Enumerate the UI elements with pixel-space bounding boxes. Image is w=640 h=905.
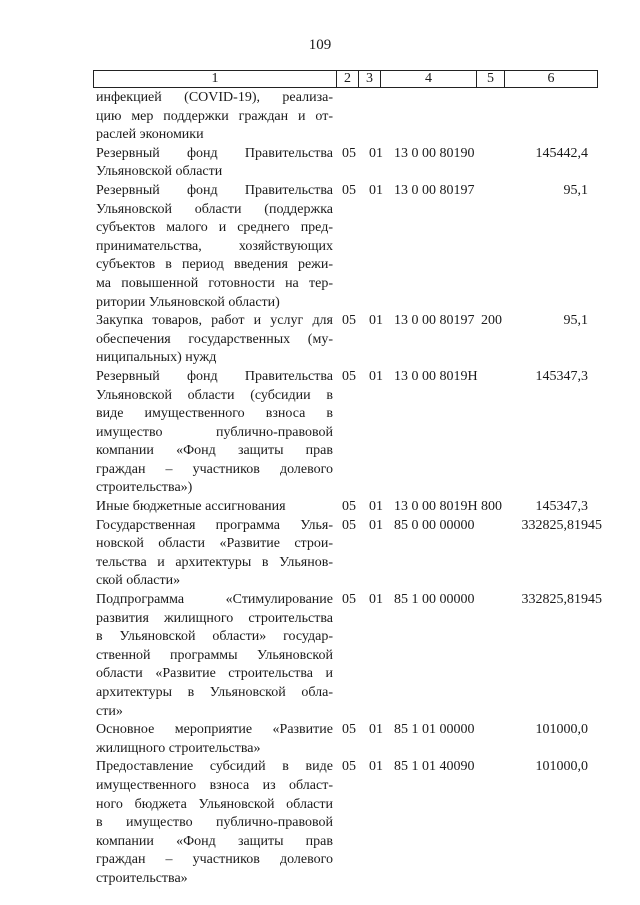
row-name-line: ниципальных) нужд <box>96 350 217 366</box>
row-name-line: Ульяновской области (поддержка <box>96 201 333 217</box>
row-name-line: граждан – участников долевого <box>96 852 333 868</box>
header-col-6: 6 <box>504 71 597 87</box>
row-name-line: компании «Фонд защиты прав <box>96 443 333 459</box>
table-row <box>96 721 616 758</box>
row-c4-cell: 85 0 00 00000 <box>394 517 475 533</box>
row-name-line: граждан – участников долевого <box>96 461 333 477</box>
row-c5-cell: 200 <box>481 313 502 329</box>
row-name-cell <box>96 591 333 721</box>
row-name-line: ма повышенной готовности на тер- <box>96 275 333 291</box>
row-name-line: строительства») <box>96 480 193 496</box>
row-c6-cell: 332825,81945 <box>521 592 602 608</box>
row-name-cell <box>96 182 333 312</box>
table-header <box>93 70 598 88</box>
row-name-line: ственной программы Ульяновской <box>96 647 333 663</box>
table-row <box>96 145 616 182</box>
row-name-line: Резервный фонд Правительства <box>96 182 333 198</box>
row-name-cell <box>96 312 333 368</box>
row-c6-cell: 145442,4 <box>535 145 588 161</box>
row-name-line: имущественного взноса из област- <box>96 777 333 793</box>
row-name-line: субъектов малого и среднего пред- <box>96 220 333 236</box>
row-name-cell <box>96 89 333 145</box>
row-name-line: имущество публично-правовой <box>96 424 333 440</box>
row-name-cell <box>96 368 333 498</box>
row-name-line: инфекцией (COVID-19), реализа- <box>96 90 333 105</box>
table-body <box>96 89 616 889</box>
row-name-line: в Ульяновской области» государ- <box>96 629 333 645</box>
header-col-1: 1 <box>211 71 219 86</box>
row-name-line: ритории Ульяновской области) <box>96 294 280 310</box>
row-name-line: развития жилищного строительства <box>96 610 333 626</box>
row-name-line: Предоставление субсидий в виде <box>96 759 333 775</box>
row-c2-cell: 05 <box>342 145 356 161</box>
row-name-line: ской области» <box>96 573 181 589</box>
row-name-line: компании «Фонд защиты прав <box>96 833 333 849</box>
row-name-line: ного бюджета Ульяновской области <box>96 796 333 812</box>
header-col-3: 3 <box>358 71 380 87</box>
table-row <box>96 517 616 591</box>
row-name-line: Резервный фонд Правительства <box>96 145 333 161</box>
row-c3-cell: 01 <box>369 759 383 775</box>
row-c4-cell: 13 0 00 80197 <box>394 313 475 329</box>
row-name-line: области «Развитие строительства и <box>96 666 333 682</box>
row-name-cell <box>96 498 333 517</box>
row-name-line: в имущество публично-правовой <box>96 815 333 831</box>
row-c2-cell: 05 <box>342 759 356 775</box>
row-c4-cell: 13 0 00 8019Н <box>394 368 478 384</box>
row-c6-cell: 145347,3 <box>535 368 588 384</box>
table-row <box>96 591 616 721</box>
row-c6-cell: 95,1 <box>563 313 588 329</box>
row-c2-cell: 05 <box>342 592 356 608</box>
row-name-cell <box>96 145 333 182</box>
row-name-line: Подпрограмма «Стимулирование <box>96 592 333 608</box>
row-c4-cell: 13 0 00 80190 <box>394 145 475 161</box>
row-name-line: строительства» <box>96 870 188 886</box>
row-c6-cell: 145347,3 <box>535 499 588 515</box>
row-c2-cell: 05 <box>342 368 356 384</box>
row-c6-cell: 95,1 <box>563 182 588 198</box>
row-c6-cell: 332825,81945 <box>521 517 602 533</box>
row-c3-cell: 01 <box>369 517 383 533</box>
row-name-line: Ульяновской области <box>96 164 223 180</box>
row-name-line: Закупка товаров, работ и услуг для <box>96 313 333 329</box>
row-name-line: виде имущественного взноса в <box>96 406 333 422</box>
row-name-line: принимательства, хозяйствующих <box>96 238 333 254</box>
header-col-4: 4 <box>380 71 476 87</box>
row-name-line: раслей экономики <box>96 127 204 143</box>
row-c6-cell: 101000,0 <box>535 759 588 775</box>
row-c5-cell: 800 <box>481 499 502 515</box>
table-row <box>96 182 616 312</box>
row-name-line: Основное мероприятие «Развитие <box>96 722 333 738</box>
table-row <box>96 498 616 517</box>
row-name-line: Ульяновской области (субсидии в <box>96 387 333 403</box>
row-name-line: жилищного строительства» <box>96 740 261 756</box>
row-name-cell <box>96 758 333 888</box>
row-c4-cell: 85 1 01 00000 <box>394 722 475 738</box>
row-name-line: Иные бюджетные ассигнования <box>96 499 286 515</box>
row-c3-cell: 01 <box>369 313 383 329</box>
table-row <box>96 89 616 145</box>
table-row <box>96 312 616 368</box>
header-col-5: 5 <box>476 71 504 87</box>
row-name-line: Государственная программа Улья- <box>96 517 333 533</box>
row-name-line: Резервный фонд Правительства <box>96 368 333 384</box>
row-c4-cell: 85 1 01 40090 <box>394 759 475 775</box>
row-name-line: цию мер поддержки граждан и от- <box>96 108 333 124</box>
row-name-line: сти» <box>96 703 123 719</box>
row-c2-cell: 05 <box>342 517 356 533</box>
header-col-2: 2 <box>336 71 358 87</box>
row-c3-cell: 01 <box>369 145 383 161</box>
row-c3-cell: 01 <box>369 182 383 198</box>
row-name-line: архитектуры в Ульяновской обла- <box>96 685 333 700</box>
table-row <box>96 758 616 888</box>
row-name-line: субъектов в период введения режи- <box>96 257 333 273</box>
row-c4-cell: 13 0 00 8019Н <box>394 499 478 515</box>
row-c4-cell: 85 1 00 00000 <box>394 592 475 608</box>
row-name-cell <box>96 721 333 758</box>
row-c3-cell: 01 <box>369 499 383 515</box>
row-c4-cell: 13 0 00 80197 <box>394 182 475 198</box>
row-name-cell <box>96 517 333 591</box>
row-c2-cell: 05 <box>342 182 356 198</box>
row-c2-cell: 05 <box>342 722 356 738</box>
row-name-line: тельства и архитектуры в Ульянов- <box>96 554 333 570</box>
page-number: 109 <box>308 37 332 53</box>
row-c3-cell: 01 <box>369 368 383 384</box>
row-name-line: обеспечения государственных (му- <box>96 331 333 347</box>
table-row <box>96 368 616 498</box>
row-c3-cell: 01 <box>369 592 383 608</box>
row-name-line: новской области «Развитие строи- <box>96 536 333 552</box>
row-c6-cell: 101000,0 <box>535 722 588 738</box>
row-c3-cell: 01 <box>369 722 383 738</box>
row-c2-cell: 05 <box>342 313 356 329</box>
row-c2-cell: 05 <box>342 499 356 515</box>
